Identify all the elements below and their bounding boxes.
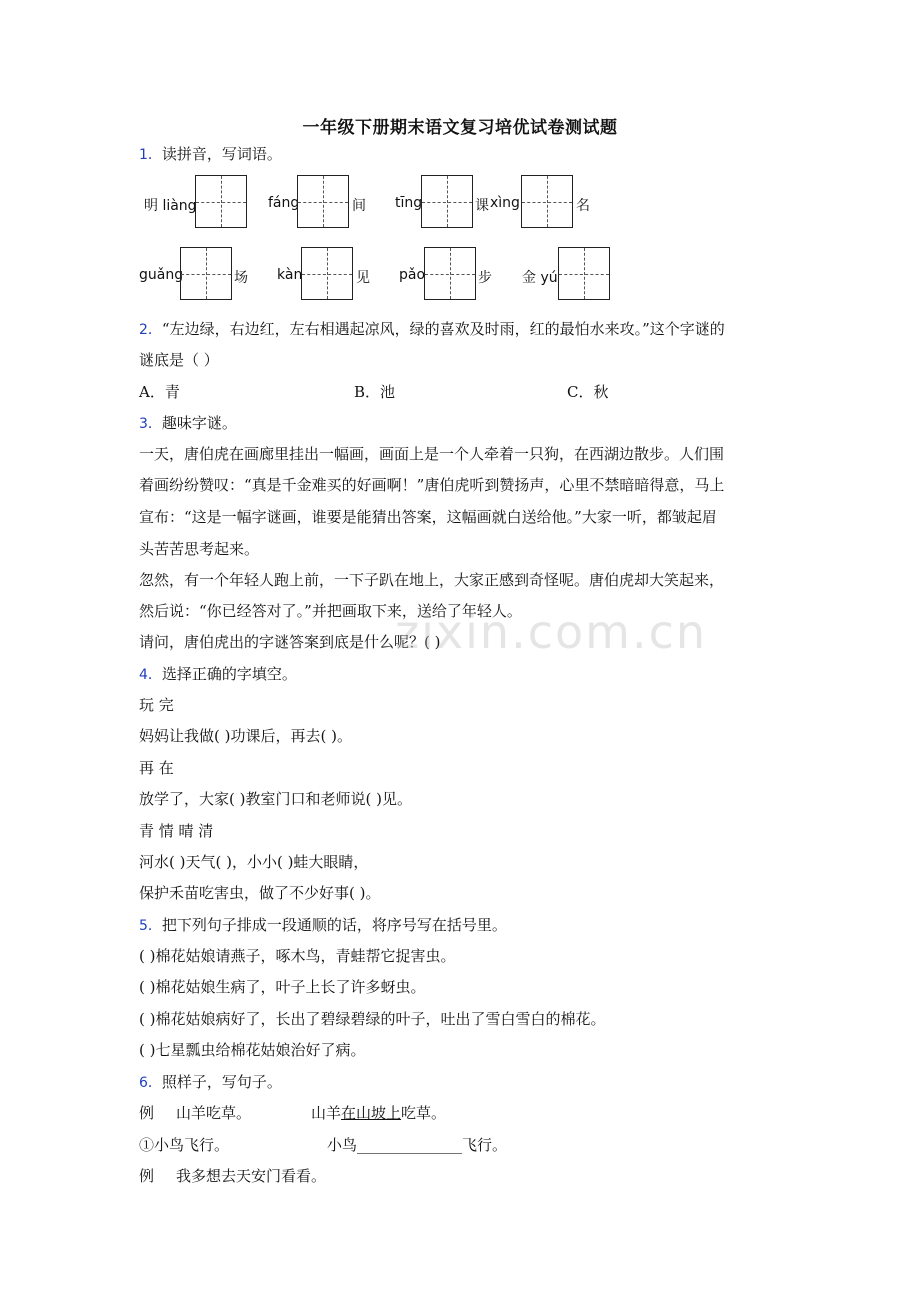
writing-box[interactable] <box>558 247 610 300</box>
exercise-answer-start: 小鸟 <box>327 1136 358 1154</box>
writing-box[interactable] <box>424 247 476 300</box>
fill-sentence: 保护禾苗吃害虫，做了不少好事( )。 <box>139 884 381 902</box>
question-number: 5． <box>139 918 162 934</box>
character-choices: 玩 完 <box>139 696 174 714</box>
writing-box[interactable] <box>297 175 349 228</box>
paragraph-line: 头苦苦思考起来。 <box>139 540 260 558</box>
pinyin-label: fáng <box>268 195 300 211</box>
example-sentence: 我多想去天安门看看。 <box>176 1167 327 1185</box>
pinyin-label: kàn <box>277 267 303 283</box>
question-number: 3． <box>139 416 162 432</box>
paragraph-line: 然后说：“你已经答对了。”并把画取下来，送给了年轻人。 <box>139 602 522 620</box>
pinyin-label: guǎng <box>139 267 184 283</box>
question-text: 趣味字谜。 <box>161 414 237 432</box>
pinyin-label: 明 liàng <box>144 198 197 214</box>
question-5-prompt <box>139 914 507 935</box>
exercise-sentence: ①小鸟飞行。 <box>139 1136 230 1154</box>
pinyin-label: pǎo <box>399 267 426 283</box>
fill-sentence: 妈妈让我做( )功课后，再去( )。 <box>139 727 352 745</box>
question-3-prompt <box>139 412 237 433</box>
page-title: 一年级下册期末语文复习培优试卷测试题 <box>302 118 618 138</box>
example-label: 例 <box>139 1104 155 1122</box>
option-b[interactable]: B．池 <box>354 383 396 401</box>
character-label: 课 <box>475 198 489 214</box>
example-answer-start: 山羊 <box>311 1104 342 1122</box>
ordering-item: ( )棉花姑娘请燕子，啄木鸟，青蛙帮它捉害虫。 <box>139 947 456 965</box>
ordering-item: ( )棉花姑娘生病了，叶子上长了许多蚜虫。 <box>139 978 426 996</box>
example-underlined-phrase: 在山坡上 <box>341 1104 402 1122</box>
option-c[interactable]: C．秋 <box>567 383 609 401</box>
writing-box[interactable] <box>301 247 353 300</box>
option-a[interactable]: A．青 <box>139 383 180 401</box>
question-number: 2． <box>139 322 162 338</box>
writing-box[interactable] <box>195 175 247 228</box>
pinyin-label: tīng <box>395 195 423 211</box>
question-4-prompt <box>139 663 297 684</box>
ordering-item: ( )棉花姑娘病好了，长出了碧绿碧绿的叶子，吐出了雪白雪白的棉花。 <box>139 1010 606 1028</box>
character-label: 间 <box>352 198 366 214</box>
writing-box[interactable] <box>180 247 232 300</box>
question-text: 谜底是（ ） <box>139 351 219 369</box>
question-6-prompt <box>139 1071 282 1092</box>
example-label: 例 <box>139 1167 155 1185</box>
question-number: 1． <box>139 147 162 163</box>
question-2-prompt <box>139 318 725 339</box>
ordering-item: ( )七星瓢虫给棉花姑娘治好了病。 <box>139 1041 366 1059</box>
fill-sentence: 放学了，大家( )教室门口和老师说( )见。 <box>139 790 412 808</box>
character-choices: 青 情 晴 清 <box>139 822 214 840</box>
watermark: zixin.com.cn <box>395 605 708 659</box>
question-text: “左边绿，右边红，左右相遇起凉风，绿的喜欢及时雨，红的最怕水来攻。”这个字谜的 <box>161 320 725 338</box>
example-answer-end: 吃草。 <box>401 1104 447 1122</box>
question-text: 把下列句子排成一段通顺的话，将序号写在括号里。 <box>161 916 507 934</box>
paragraph-line: 忽然，有一个年轻人跑上前，一下子趴在地上，大家正感到奇怪呢。唐伯虎却大笑起来， <box>139 571 725 589</box>
character-choices: 再 在 <box>139 759 174 777</box>
writing-box[interactable] <box>521 175 573 228</box>
character-label: 场 <box>234 270 248 286</box>
question-text: 读拼音，写词语。 <box>161 145 282 163</box>
question-number: 4． <box>139 667 162 683</box>
character-label: 名 <box>576 198 590 214</box>
example-sentence: 山羊吃草。 <box>176 1104 252 1122</box>
exercise-answer <box>327 1134 507 1155</box>
question-text: 选择正确的字填空。 <box>161 665 297 683</box>
character-label: 见 <box>356 270 370 286</box>
answer-line: 请问，唐伯虎出的字谜答案到底是什么呢？( ) <box>139 633 441 651</box>
fill-sentence: 河水( )天气( )，小小( )蛙大眼睛， <box>139 853 369 871</box>
answer-blank[interactable]: ______________ <box>357 1136 463 1154</box>
question-1-prompt <box>139 143 282 164</box>
pinyin-label: 金 yú <box>522 270 558 286</box>
example-answer <box>311 1102 446 1123</box>
question-text: 照样子，写句子。 <box>161 1073 282 1091</box>
writing-box[interactable] <box>421 175 473 228</box>
exercise-answer-end: 飞行。 <box>462 1136 508 1154</box>
character-label: 步 <box>478 270 492 286</box>
question-number: 6． <box>139 1075 162 1091</box>
paragraph-line: 宣布：“这是一幅字谜画，谁要是能猜出答案，这幅画就白送给他。”大家一听，都皱起眉 <box>139 508 717 526</box>
paragraph-line: 一天，唐伯虎在画廊里挂出一幅画，画面上是一个人牵着一只狗，在西湖边散步。人们围 <box>139 445 725 463</box>
pinyin-label: xìng <box>490 195 520 211</box>
paragraph-line: 着画纷纷赞叹：“真是千金难买的好画啊！”唐伯虎听到赞扬声，心里不禁暗暗得意，马上 <box>139 476 725 494</box>
